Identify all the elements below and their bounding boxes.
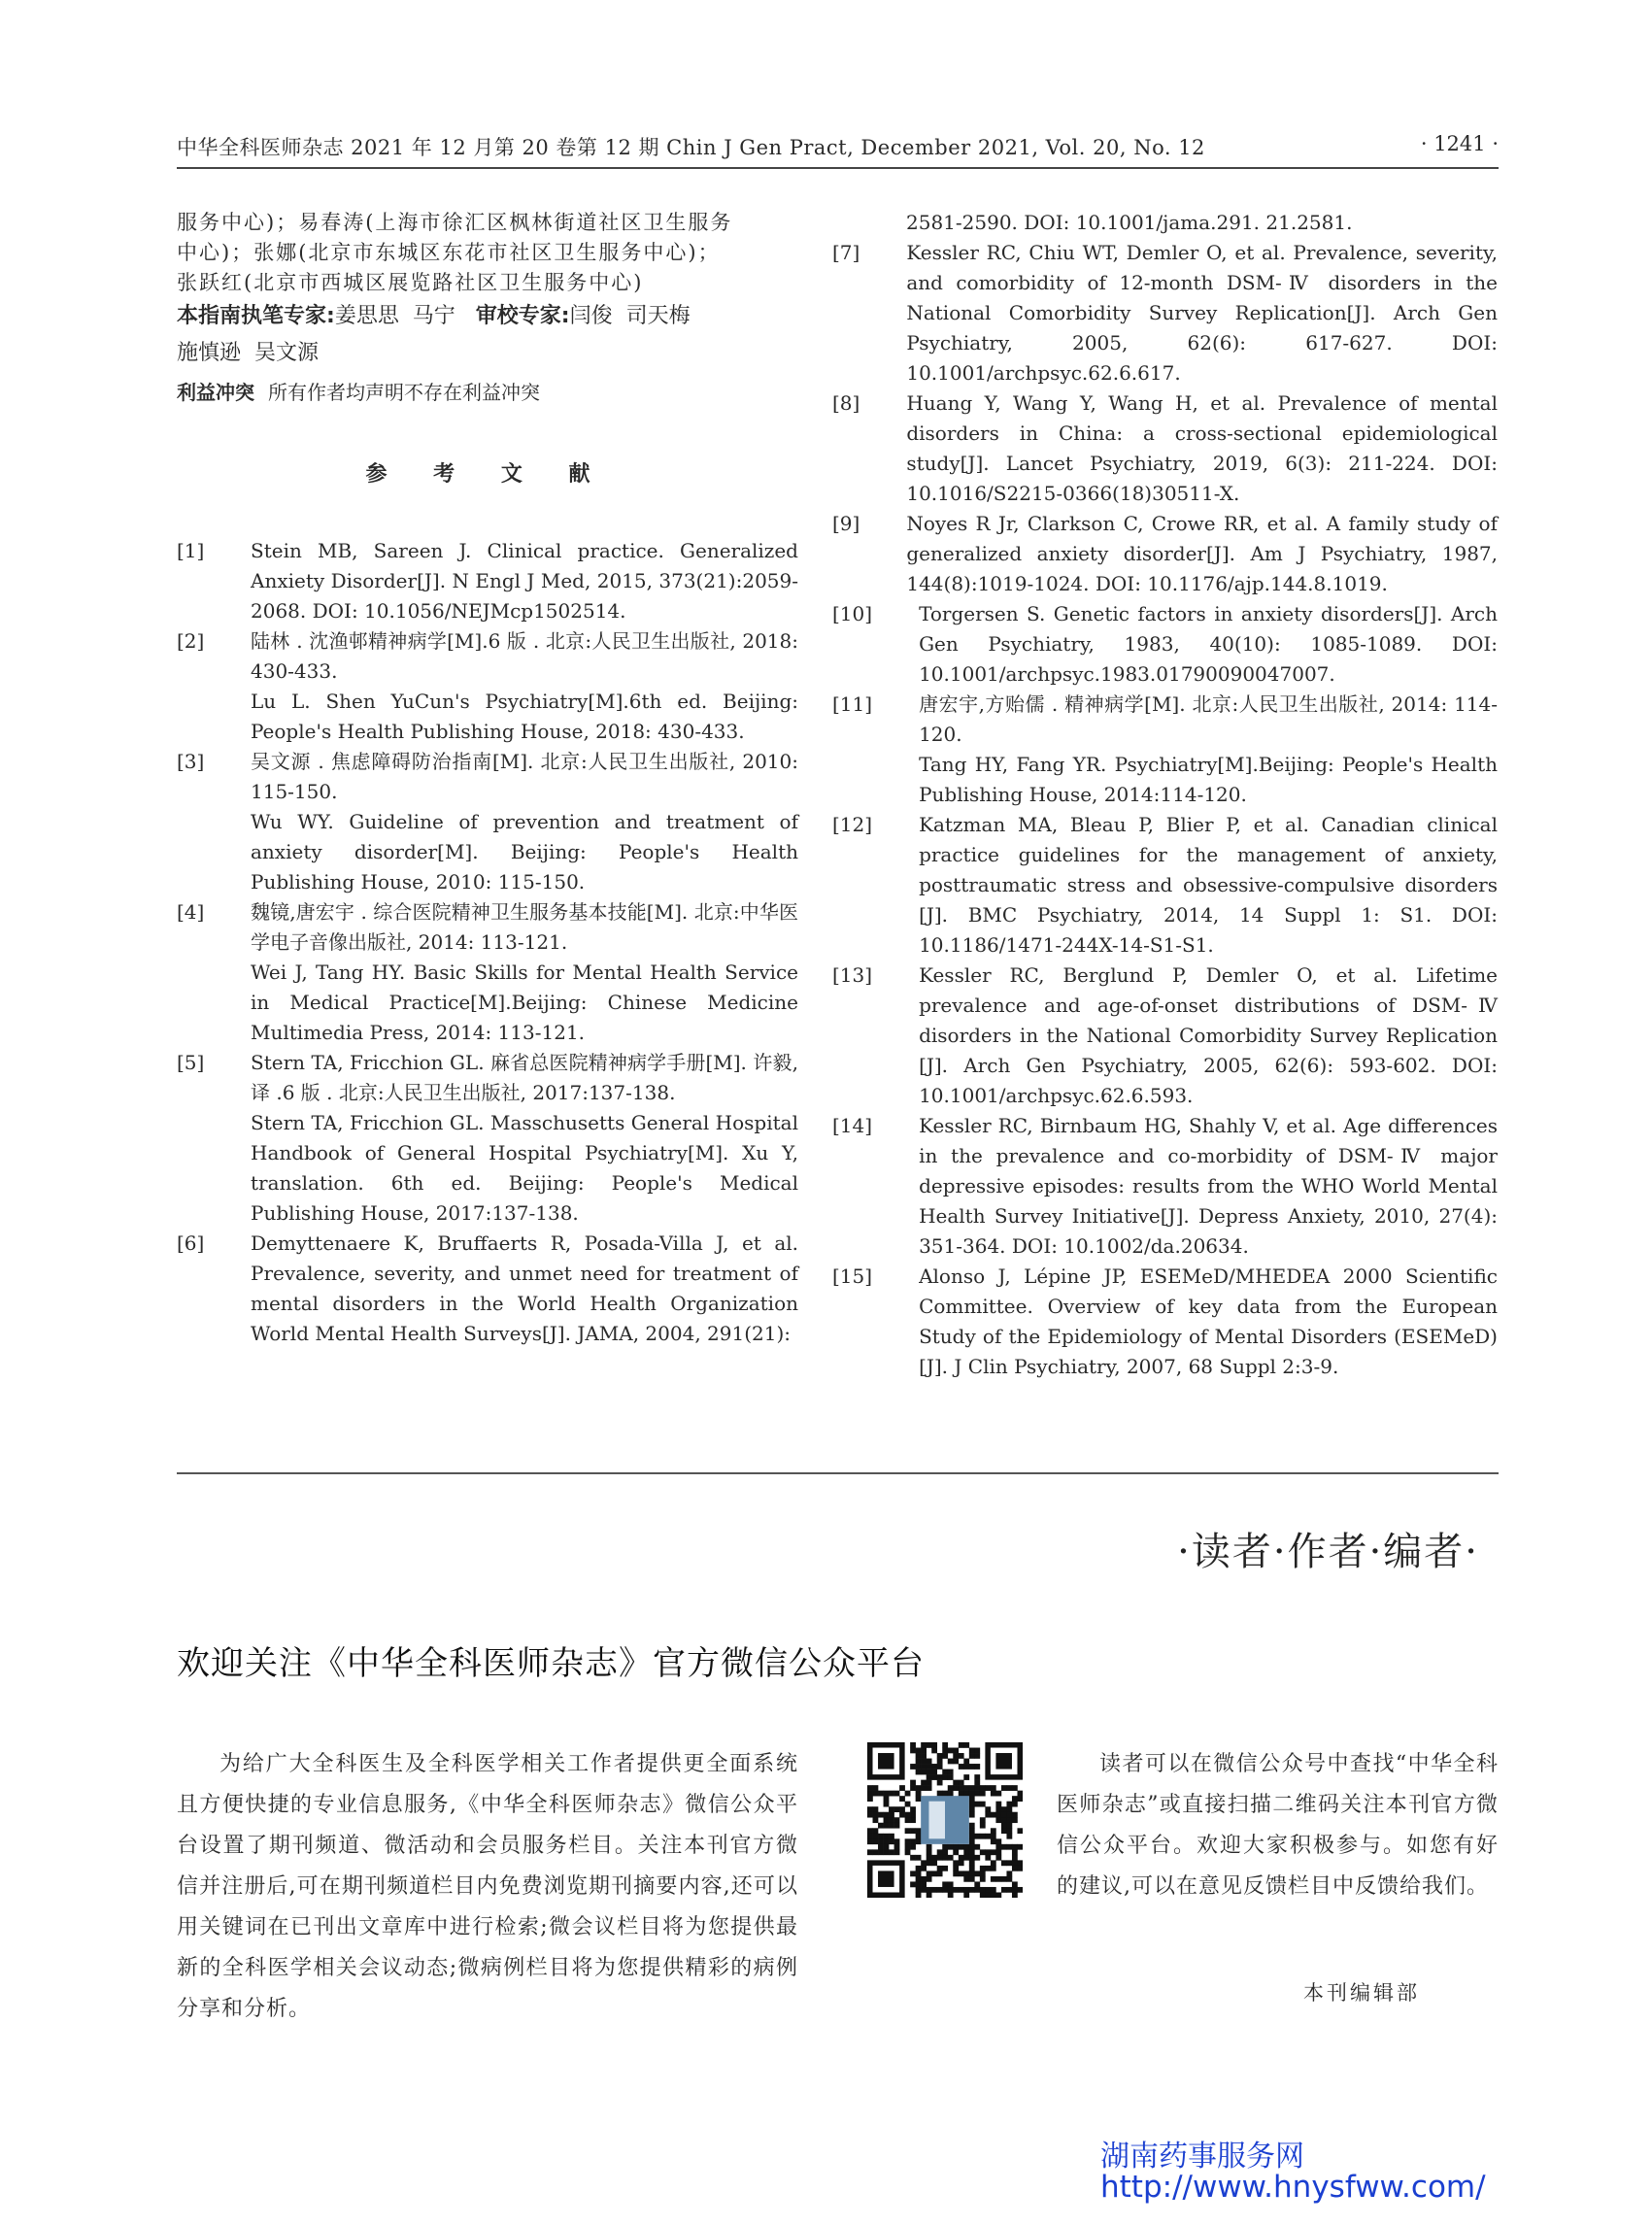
reference-item: [177, 536, 798, 626]
reference-line: 唐宏宇,方贻儒 . 精神病学[M]. 北京:人民卫生出版社, 2014: 114-120.: [919, 692, 1498, 746]
reference-text: [251, 897, 798, 1048]
reference-number: [832, 208, 860, 238]
reference-item: [879, 208, 1498, 238]
reference-line: Kessler RC, Birnbaum HG, Shahly V, et al. Age differences in the prevalence and co-morbidity of DSM-Ⅳ major depressive episodes: results from the WHO World Mental Health Survey Initiative[J]. Depress Anxiety, 2010, 27(4): 351-364. DOI: 10.1002/da.20634.: [919, 1114, 1498, 1258]
reference-item: [832, 238, 1498, 388]
reference-line: 陆林 . 沈渔邨精神病学[M].6 版 . 北京:人民卫生出版社, 2018: 430-433.: [251, 629, 798, 683]
reference-line: Wei J, Tang HY. Basic Skills for Mental Health Service in Medical Practice[M].Beijing: Chinese Medicine Multimedia Press, 2014: 113-121.: [251, 961, 798, 1044]
writers-label: 本指南执笔专家:: [177, 304, 335, 328]
reference-line: Stein MB, Sareen J. Clinical practice. Generalized Anxiety Disorder[J]. N Engl J Med, 2015, 373(21):2059-2068. DOI: 10.1056/NEJMcp1502514.: [251, 539, 798, 623]
writers: 姜思思 马宁: [334, 304, 455, 328]
reference-text: [251, 626, 798, 747]
reference-text: [906, 238, 1498, 388]
reference-line: Stern TA, Fricchion GL. Masschusetts General Hospital Handbook of General Hospital Psychiatry[M]. Xu Y, translation. 6th ed. Beijing: People's Medical Publishing House, 2017:137-138.: [251, 1111, 798, 1225]
qr-code-icon[interactable]: [867, 1742, 1023, 1898]
reference-text: [906, 208, 1498, 238]
announcement-title: 欢迎关注《中华全科医师杂志》官方微信公众平台: [177, 1644, 925, 1683]
reference-line: 魏镜,唐宏宇 . 综合医院精神卫生服务基本技能[M]. 北京:中华医学电子音像出版社, 2014: 113-121.: [251, 900, 798, 954]
reviewers-line-1: 闫俊 司天梅: [569, 304, 691, 328]
reference-number: [4]: [177, 900, 205, 924]
reference-line: Lu L. Shen YuCun's Psychiatry[M].6th ed. Beijing: People's Health Publishing House, 2018: 430-433.: [251, 690, 798, 743]
reference-text: [919, 810, 1498, 961]
reference-text: [906, 509, 1498, 599]
intro-line-2: 中心)；张娜(北京市东城区东花市社区卫生服务中心)；: [177, 241, 721, 264]
references-list-left: [177, 536, 798, 1349]
reviewers-label: 审校专家:: [475, 304, 570, 328]
watermark-url[interactable]: http://www.hnysfww.com/: [1100, 2170, 1486, 2205]
reference-item: [832, 599, 1498, 690]
reference-number: [8]: [832, 391, 860, 415]
reference-item: [832, 509, 1498, 599]
reference-item: [177, 1048, 798, 1229]
reference-line: Katzman MA, Bleau P, Blier P, et al. Canadian clinical practice guidelines for the management of anxiety, posttraumatic stress and obsessive-compulsive disorders [J]. BMC Psychiatry, 2014, 14 Suppl 1: S1. DOI: 10.1186/1471-244X-14-S1-S1.: [919, 813, 1498, 957]
reference-number: [10]: [832, 602, 873, 625]
reference-item: [177, 747, 798, 897]
reference-text: [251, 747, 798, 897]
section-divider: [177, 1472, 1499, 1474]
references-list-right: [832, 208, 1498, 1382]
reference-number: [3]: [177, 750, 205, 773]
reference-line: Noyes R Jr, Clarkson C, Crowe RR, et al. A family study of generalized anxiety disorder[J]. Am J Psychiatry, 1987, 144(8):1019-1024. DOI: 10.1176/ajp.144.8.1019.: [906, 512, 1498, 595]
reference-item: [832, 961, 1498, 1111]
reference-number: [13]: [832, 963, 873, 987]
running-header: 中华全科医师杂志 2021 年 12 月第 20 卷第 12 期 Chin J Gen Pract, December 2021, Vol. 20, No. 12: [177, 136, 1205, 159]
reference-text: [919, 1111, 1498, 1262]
reference-item: [832, 388, 1498, 509]
conflict-of-interest: [177, 376, 798, 409]
reference-number: [5]: [177, 1051, 205, 1074]
reference-text: [919, 1262, 1498, 1382]
reference-text: [906, 388, 1498, 509]
reference-line: Demyttenaere K, Bruffaerts R, Posada-Villa J, et al. Prevalence, severity, and unmet need for treatment of mental disorders in the World Health Organization World Mental Health Surveys[J]. JAMA, 2004, 291(21):: [251, 1231, 798, 1345]
reference-line: Huang Y, Wang Y, Wang H, et al. Prevalence of mental disorders in China: a cross-sectional epidemiological study[J]. Lancet Psychiatry, 2019, 6(3): 211-224. DOI: 10.1016/S2215-0366(18)30511-X.: [906, 391, 1498, 505]
reference-line: Torgersen S. Genetic factors in anxiety disorders[J]. Arch Gen Psychiatry, 1983, 40(10): 1085-1089. DOI: 10.1001/archpsyc.1983.01790090047007.: [919, 602, 1498, 686]
reference-item: [832, 1111, 1498, 1262]
reference-line: Tang HY, Fang YR. Psychiatry[M].Beijing: People's Health Publishing House, 2014:114-120.: [919, 753, 1498, 806]
announcement-left-text: 为给广大全科医生及全科医学相关工作者提供更全面系统且方便快捷的专业信息服务,《中华全科医师杂志》微信公众平台设置了期刊频道、微活动和会员服务栏目。关注本刊官方微信并注册后,可在期刊频道栏目内免费浏览期刊摘要内容,还可以用关键词在已刊出文章库中进行检索;微会议栏目将为您提供最新的全科医学相关会议动态;微病例栏目将为您提供精彩的病例分享和分析。: [177, 1752, 798, 2021]
reference-number: [15]: [832, 1264, 873, 1288]
reference-item: [177, 626, 798, 747]
reference-item: [832, 690, 1498, 810]
reference-line: Wu WY. Guideline of prevention and treatment of anxiety disorder[M]. Beijing: People's Health Publishing House, 2010: 115-150.: [251, 810, 798, 893]
coi-text: 所有作者均声明不存在利益冲突: [268, 381, 540, 404]
reference-number: [12]: [832, 813, 873, 836]
announcement-right-text: 读者可以在微信公众号中查找“中华全科医师杂志”或直接扫描二维码关注本刊官方微信公众平台。欢迎大家积极参与。如您有好的建议,可以在意见反馈栏目中反馈给我们。: [1057, 1752, 1499, 1899]
reference-line: Kessler RC, Berglund P, Demler O, et al. Lifetime prevalence and age-of-onset distributions of DSM-Ⅳ disorders in the National Comorbidity Survey Replication [J]. Arch Gen Psychiatry, 2005, 62(6): 593-602. DOI: 10.1001/archpsyc.62.6.593.: [919, 963, 1498, 1107]
reference-line: Stern TA, Fricchion GL. 麻省总医院精神病学手册[M]. 许毅, 译 .6 版 . 北京:人民卫生出版社, 2017:137-138.: [251, 1051, 798, 1104]
reference-line: Alonso J, Lépine JP, ESEMeD/MHEDEA 2000 Scientific Committee. Overview of key data from the European Study of the Epidemiology of Mental Disorders (ESEMeD) [J]. J Clin Psychiatry, 2007, 68 Suppl 2:3-9.: [919, 1264, 1498, 1378]
reference-line: Kessler RC, Chiu WT, Demler O, et al. Prevalence, severity, and comorbidity of 12-month DSM-Ⅳ disorders in the National Comorbidity Survey Replication[J]. Arch Gen Psychiatry, 2005, 62(6): 617-627. DOI: 10.1001/archpsyc.62.6.617.: [906, 241, 1498, 385]
reference-text: [919, 961, 1498, 1111]
reference-text: [919, 599, 1498, 690]
reference-item: [177, 897, 798, 1048]
section-label: ·读者·作者·编者·: [1177, 1530, 1479, 1574]
reviewers-line-2: 施慎逊 吴文源: [177, 341, 319, 365]
reference-number: [1]: [177, 539, 205, 562]
reference-number: [11]: [832, 692, 873, 716]
watermark-site-name: 湖南药事服务网: [1100, 2140, 1304, 2174]
coi-label: 利益冲突: [177, 381, 254, 404]
header-rule: [177, 167, 1499, 169]
right-column: [832, 208, 1498, 1382]
authors-line: [177, 298, 798, 335]
editorial-signature: 本刊编辑部: [1303, 1981, 1420, 2005]
intro-line-3: 张跃红(北京市西城区展览路社区卫生服务中心): [177, 271, 644, 294]
reference-number: [7]: [832, 241, 860, 264]
reference-number: [6]: [177, 1231, 205, 1255]
reference-line: 2581-2590. DOI: 10.1001/jama.291. 21.2581.: [906, 211, 1353, 234]
reference-number: [2]: [177, 629, 205, 653]
reference-item: [832, 1262, 1498, 1382]
reference-item: [177, 1229, 798, 1349]
reference-text: [251, 1048, 798, 1229]
reference-item: [832, 810, 1498, 961]
reference-text: [251, 1229, 798, 1349]
reference-text: [251, 536, 798, 626]
intro-line-1: 服务中心)；易春涛(上海市徐汇区枫林街道社区卫生服务: [177, 211, 733, 234]
page-number: · 1241 ·: [1420, 132, 1499, 155]
reference-text: [919, 690, 1498, 810]
reference-number: [14]: [832, 1114, 873, 1137]
reference-line: 吴文源 . 焦虑障碍防治指南[M]. 北京:人民卫生出版社, 2010: 115-150.: [251, 750, 798, 803]
left-column: [177, 208, 798, 1349]
reference-number: [9]: [832, 512, 860, 535]
references-title: 参 考 文 献: [365, 462, 610, 487]
